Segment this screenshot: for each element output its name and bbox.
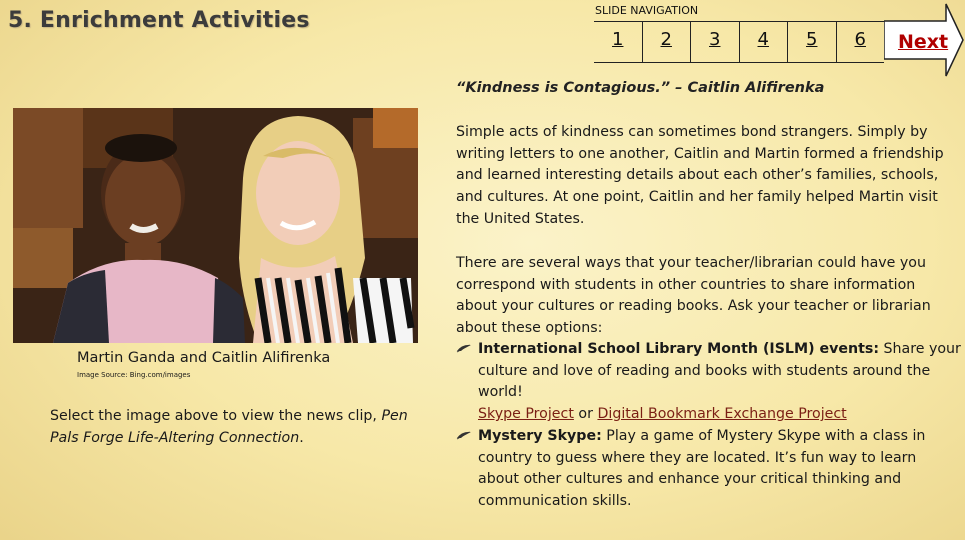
islm-heading: International School Library Month (ISLM) events: bbox=[478, 341, 880, 357]
photo-instruction bbox=[50, 405, 410, 449]
news-clip-title: Pen Pals Forge Life-Altering Connection bbox=[50, 408, 408, 446]
nav-page-2-link[interactable]: 2 bbox=[642, 22, 691, 62]
feather-bullet-icon bbox=[456, 343, 472, 353]
slide-title: 5. Enrichment Activities bbox=[8, 8, 310, 33]
nav-page-5-link[interactable]: 5 bbox=[787, 22, 836, 62]
photo-image bbox=[13, 108, 418, 343]
image-source: Image Source: Bing.com/images bbox=[77, 371, 191, 379]
skype-project-link[interactable]: Skype Project bbox=[478, 406, 574, 423]
mystery-skype-heading: Mystery Skype: bbox=[478, 427, 602, 444]
photo-caption: Martin Ganda and Caitlin Alifirenka bbox=[77, 350, 331, 366]
kindness-paragraph: Simple acts of kindness can sometimes bond strangers. Simply by writing letters to one another, Caitlin and Martin formed a friendship and learned interesting details about each other’s families, schools, and cultures. At one point, Caitlin and her family helped Martin visit the United States. bbox=[456, 124, 944, 227]
photo-instruction-end: . bbox=[299, 430, 304, 446]
islm-text: Share your culture and love of reading and books with students around the world! bbox=[478, 341, 961, 401]
options-paragraph: There are several ways that your teacher/librarian could have you correspond with students in other countries to share information about your cultures or reading books. Ask your teacher or librarian about these options: bbox=[456, 255, 931, 337]
slide-navigation bbox=[594, 21, 884, 63]
nav-page-3-link[interactable]: 3 bbox=[690, 22, 739, 62]
nav-page-1-link[interactable]: 1 bbox=[612, 29, 624, 50]
next-button-label: Next bbox=[898, 31, 949, 53]
next-button[interactable] bbox=[884, 3, 964, 77]
link-connector: or bbox=[573, 406, 598, 423]
options-list bbox=[456, 339, 961, 513]
feather-bullet-icon bbox=[456, 430, 472, 440]
slide-navigation-label: SLIDE NAVIGATION bbox=[595, 4, 699, 17]
mystery-skype-text: Play a game of Mystery Skype with a class in country to guess where they are located. It’s fun way to learn about other cultures and enhance your critical thinking and communication skills. bbox=[478, 427, 926, 509]
nav-page-4-link[interactable]: 4 bbox=[739, 22, 788, 62]
quote: “Kindness is Contagious.” – Caitlin Alifirenka bbox=[456, 80, 825, 96]
digital-bookmark-exchange-link[interactable]: Digital Bookmark Exchange Project bbox=[597, 406, 847, 423]
list-item bbox=[456, 339, 961, 426]
list-item bbox=[456, 426, 961, 513]
news-clip-photo[interactable] bbox=[13, 108, 418, 343]
nav-page-6-link[interactable]: 6 bbox=[836, 22, 885, 62]
photo-instruction-text: Select the image above to view the news clip, bbox=[50, 408, 382, 424]
